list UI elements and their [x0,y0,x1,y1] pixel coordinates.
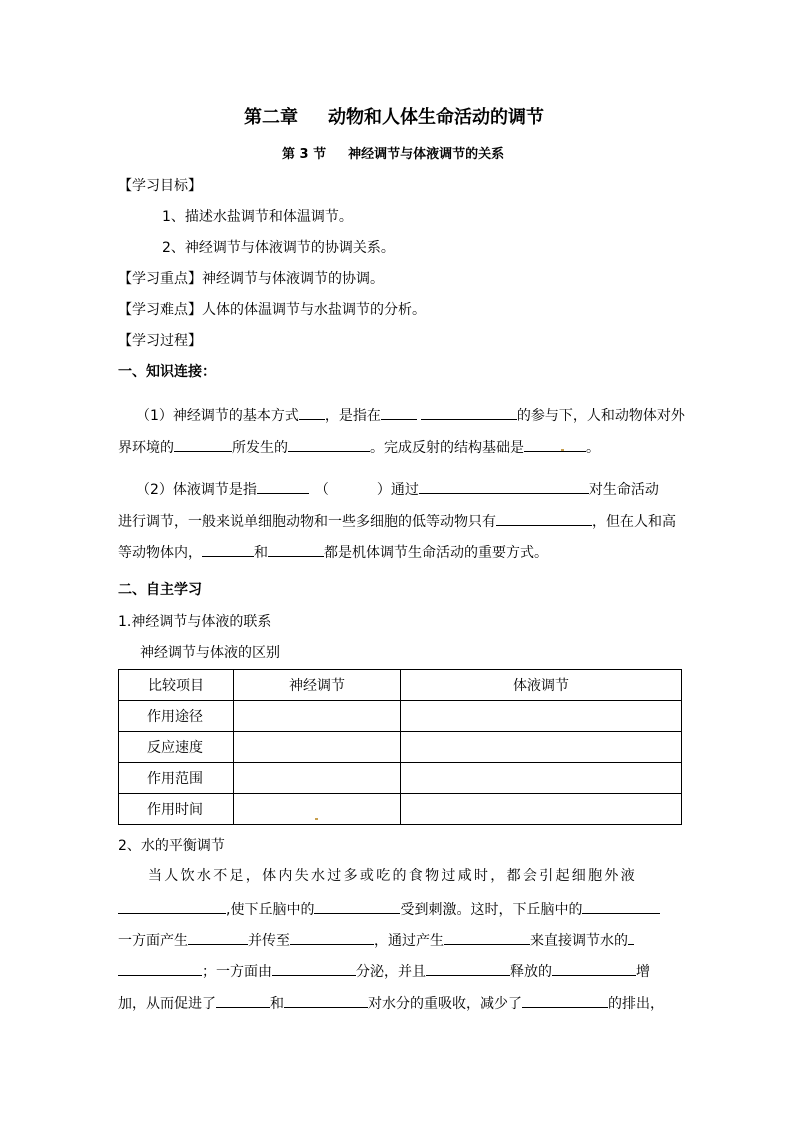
difficulty [118,300,426,320]
subsection-title: 2、水的平衡调节 [118,838,225,854]
section2-heading: 二、自主学习 [118,582,202,598]
paragraph-humoral [136,478,659,500]
water-line-1: 当人饮水不足，体内失水过多或吃的食物过咸时，都会引起细胞外液 [148,868,637,884]
fill-blank[interactable] [284,992,368,1008]
text: 的排出， [608,996,664,1012]
text: ,使下丘脑中的 [226,902,315,918]
row-label: 作用范围 [119,763,234,794]
water-line-5 [118,992,664,1014]
subsection-title: 1.神经调节与体液的联系 [118,614,272,630]
table-row [119,701,682,732]
fill-blank[interactable] [118,960,202,976]
table-header-cell: 比较项目 [119,670,234,701]
paragraph-reflex-cont [118,436,600,458]
objectives-heading: 【学习目标】 [118,178,202,194]
table-row [119,794,682,825]
fill-blank[interactable] [522,992,608,1008]
chapter-number: 第二章 [244,107,298,128]
table-header-row [119,670,682,701]
fill-blank[interactable] [216,992,270,1008]
fill-blank[interactable] [524,436,586,452]
text: 都是机体调节生命活动的重要方式。 [324,545,548,561]
fill-blank[interactable] [188,929,248,945]
text: 界环境的 [118,440,174,456]
text: 分泌，并且 [356,964,426,980]
text: 并传至 [248,933,290,949]
table-cell[interactable] [401,794,682,825]
comparison-table [118,669,682,825]
table-header-cell: 神经调节 [234,670,401,701]
table-header-cell: 体液调节 [401,670,682,701]
water-line-3 [118,929,634,951]
text: 受到刺激。这时，下丘脑中的 [400,902,583,918]
fill-blank[interactable] [381,404,417,420]
fill-blank[interactable] [314,898,400,914]
table-cell[interactable] [401,763,682,794]
paragraph-reflex [136,404,685,426]
table-row [119,763,682,794]
table-row [119,732,682,763]
table-cell[interactable] [401,732,682,763]
process-heading: 【学习过程】 [118,333,202,349]
section1-heading: 一、知识连接： [118,364,216,380]
page-title [244,106,544,130]
fill-blank[interactable] [290,929,374,945]
chapter-name: 动物和人体生命活动的调节 [328,107,544,128]
text: ）通过 [376,482,419,498]
paragraph-humoral-cont2 [118,541,548,563]
text: ；一方面由 [202,964,272,980]
difficulty-text: 人体的体温调节与水盐调节的分析。 [202,302,426,318]
text: 进行调节，一般来说单细胞动物和一些多细胞的低等动物只有 [118,514,496,530]
fill-blank[interactable] [174,436,232,452]
difficulty-label: 【学习难点】 [118,302,202,318]
row-label: 作用途径 [119,701,234,732]
text: ，是指在 [324,408,381,424]
text: 一方面产生 [118,933,188,949]
fill-blank[interactable] [299,404,325,420]
objective-item: 1、描述水盐调节和体温调节。 [162,209,353,225]
text: 等动物体内， [118,545,202,561]
table-cell[interactable] [234,701,401,732]
text: ，通过产生 [374,933,444,949]
text: 来直接调节水的 [530,933,628,949]
fill-blank[interactable] [257,478,309,494]
fill-blank[interactable] [268,541,324,557]
fill-blank[interactable] [496,510,592,526]
stray-mark [315,818,318,820]
text: 和 [254,545,268,561]
fill-blank[interactable] [426,960,510,976]
text: 加，从而促进了 [118,996,216,1012]
key-point [118,269,384,289]
fill-blank[interactable] [421,404,517,420]
text: ，但在人和高 [592,514,676,530]
text: 和 [270,996,284,1012]
water-line-4 [118,960,650,982]
text: 对水分的重吸收，减少了 [368,996,522,1012]
text: 对生命活动 [588,482,659,498]
fill-blank[interactable] [582,898,660,914]
text: 。 [586,440,600,456]
fill-blank[interactable] [202,541,254,557]
table-cell[interactable] [234,763,401,794]
row-label: 反应速度 [119,732,234,763]
text: （2）体液调节是指 [136,482,257,498]
water-line-2 [118,898,660,920]
section-subtitle [282,145,504,165]
text: （ [314,482,329,498]
text: 增 [636,964,650,980]
text: 释放的 [510,964,552,980]
text: （1）神经调节的基本方式 [136,408,299,424]
fill-blank[interactable] [444,929,530,945]
fill-blank[interactable] [272,960,356,976]
fill-blank[interactable] [419,478,589,494]
fill-blank[interactable] [118,898,226,914]
key-point-text: 神经调节与体液调节的协调。 [202,271,384,287]
table-cell[interactable] [401,701,682,732]
paragraph-humoral-cont [118,510,676,532]
text: 。完成反射的结构基础是 [370,440,524,456]
text: 所发生的 [232,440,288,456]
fill-blank[interactable] [552,960,636,976]
fill-blank[interactable] [288,436,370,452]
row-label: 作用时间 [119,794,234,825]
section-name: 神经调节与体液调节的关系 [348,147,505,162]
stray-mark [561,449,564,451]
section-number: 第 3 节 [282,147,327,162]
objective-item: 2、神经调节与体液调节的协调关系。 [162,240,395,256]
fill-blank[interactable] [628,929,634,945]
text: 的参与下，人和动物体对外 [516,408,685,424]
key-point-label: 【学习重点】 [118,271,202,287]
table-cell[interactable] [234,732,401,763]
table-caption: 神经调节与体液的区别 [140,645,280,661]
